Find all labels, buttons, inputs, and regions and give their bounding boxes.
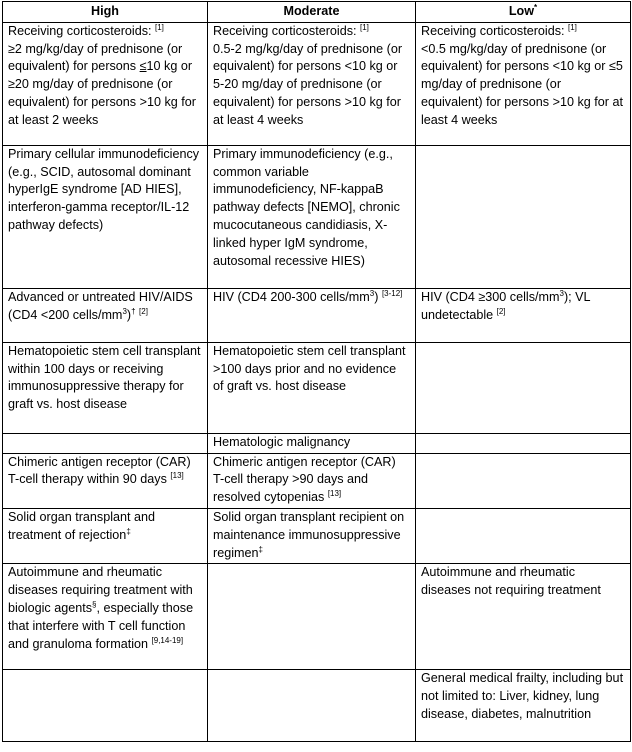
cell-high xyxy=(3,670,208,742)
cell-low xyxy=(416,145,631,288)
cell-text: Autoimmune and rheumatic diseases requiring treatment with biologic agents xyxy=(8,565,193,615)
cell-text: Solid organ transplant recipient on maintenance immunosuppressive regimen xyxy=(213,509,405,560)
superscript-3: 3 xyxy=(369,288,375,298)
header-moderate: Moderate xyxy=(208,2,416,23)
superscript-3: 3 xyxy=(559,288,564,298)
cell-text: Solid organ transplant and treatment of rejection xyxy=(8,509,156,542)
cell-text: HIV (CD4 200-300 cells/mm xyxy=(213,289,370,304)
citation-ref: [2] xyxy=(496,306,506,316)
cell-text: Receiving corticosteroids: xyxy=(213,23,360,38)
table-row xyxy=(3,564,631,670)
cell-low xyxy=(416,508,631,563)
footnote-mark: ‡ xyxy=(258,544,263,554)
cell-text: 10 kg or ≥20 mg/day of prednisone (or equivalent) for persons >10 kg for at least 2 weeks xyxy=(8,59,196,127)
cell-low xyxy=(416,22,631,145)
table-row xyxy=(3,145,631,288)
cell-high xyxy=(3,508,208,563)
cell-text: Advanced or untreated HIV/AIDS (CD4 <200 cells/mm xyxy=(8,289,193,322)
cell-text: ) xyxy=(126,307,132,322)
cell-high: Hematopoietic stem cell transplant within 100 days or receiving immunosuppressive therapy for graft vs. host disease xyxy=(3,342,208,433)
cell-high xyxy=(3,453,208,508)
cell-high: Primary cellular immunodeficiency (e.g., SCID, autosomal dominant hyperIgE syndrome [AD HIES], interferon-gamma receptor/IL-12 pathway defects) xyxy=(3,145,208,288)
header-high: High xyxy=(3,2,208,23)
cell-moderate: Primary immunodeficiency (e.g., common variable immunodeficiency, NF-kappaB pathway defects [NEMO], chronic mucocutaneous candidiasis, X-linked hyper IgM syndrome, autosomal recessive HIES) xyxy=(208,145,416,288)
cell-moderate: Hematopoietic stem cell transplant >100 days prior and no evidence of graft vs. host disease xyxy=(208,342,416,433)
cell-text: ) xyxy=(374,289,382,304)
cell-text: Receiving corticosteroids: xyxy=(8,23,155,38)
cell-moderate xyxy=(208,22,416,145)
table-row xyxy=(3,670,631,742)
table-row xyxy=(3,453,631,508)
cell-high xyxy=(3,564,208,670)
cell-text: ≥2 mg/kg/day of prednisone (or equivalent) for persons xyxy=(8,41,183,74)
cell-text: Chimeric antigen receptor (CAR) T-cell therapy >90 days and resolved cytopenias xyxy=(213,454,396,505)
cell-moderate xyxy=(208,564,416,670)
underlined-symbol: ≤ xyxy=(139,59,147,74)
citation-ref: [1] xyxy=(360,22,369,32)
cell-low xyxy=(416,342,631,433)
cell-text: <0.5 mg/kg/day of prednisone (or equivalent) for persons <10 kg or ≤5 mg/day of prednisone (or equivalent) for persons >10 kg for at least 4 weeks xyxy=(421,41,623,127)
cell-high xyxy=(3,433,208,453)
cell-text: ); VL undetectable xyxy=(421,289,591,322)
cell-text: HIV (CD4 ≥300 cells/mm xyxy=(421,289,560,304)
cell-high xyxy=(3,22,208,145)
footnote-mark: § xyxy=(92,599,97,609)
cell-moderate xyxy=(208,453,416,508)
header-low xyxy=(416,2,631,23)
table-row xyxy=(3,342,631,433)
cell-moderate xyxy=(208,508,416,563)
table-row xyxy=(3,22,631,145)
citation-ref: [9,14-19] xyxy=(151,635,184,645)
cell-low xyxy=(416,433,631,453)
immunocompromise-risk-table xyxy=(2,1,631,742)
table-row xyxy=(3,433,631,453)
citation-ref: [1] xyxy=(155,22,164,32)
cell-moderate xyxy=(208,288,416,342)
table-row xyxy=(3,288,631,342)
cell-moderate xyxy=(208,670,416,742)
cell-moderate: Hematologic malignancy xyxy=(208,433,416,453)
header-low-label: Low xyxy=(508,4,535,18)
cell-text: 0.5-2 mg/kg/day of prednisone (or equivalent) for persons <10 kg or 5-20 mg/day of prednisone (or equivalent) for persons >10 kg for at least 4 weeks xyxy=(213,41,403,127)
cell-text: , especially those that interfere with T cell function and granuloma formation xyxy=(8,600,194,651)
footnote-mark: * xyxy=(534,3,538,12)
cell-low: Autoimmune and rheumatic diseases not requiring treatment xyxy=(416,564,631,670)
superscript-3: 3 xyxy=(122,306,127,316)
cell-low: General medical frailty, including but not limited to: Liver, kidney, lung disease, diabetes, malnutrition xyxy=(416,670,631,742)
citation-ref: [1] xyxy=(568,22,577,32)
citation-ref: [3-12] xyxy=(381,288,403,298)
table-row xyxy=(3,508,631,563)
cell-low xyxy=(416,288,631,342)
header-row xyxy=(3,2,631,23)
cell-high xyxy=(3,288,208,342)
footnote-mark: ‡ xyxy=(126,526,131,536)
citation-ref: [2] xyxy=(139,306,148,316)
citation-ref: [13] xyxy=(170,471,184,481)
cell-text: Receiving corticosteroids: xyxy=(421,23,568,38)
citation-ref: [13] xyxy=(327,489,342,499)
cell-text: Chimeric antigen receptor (CAR) T-cell therapy within 90 days xyxy=(8,454,191,487)
cell-low xyxy=(416,453,631,508)
footnote-mark: † xyxy=(131,306,136,316)
